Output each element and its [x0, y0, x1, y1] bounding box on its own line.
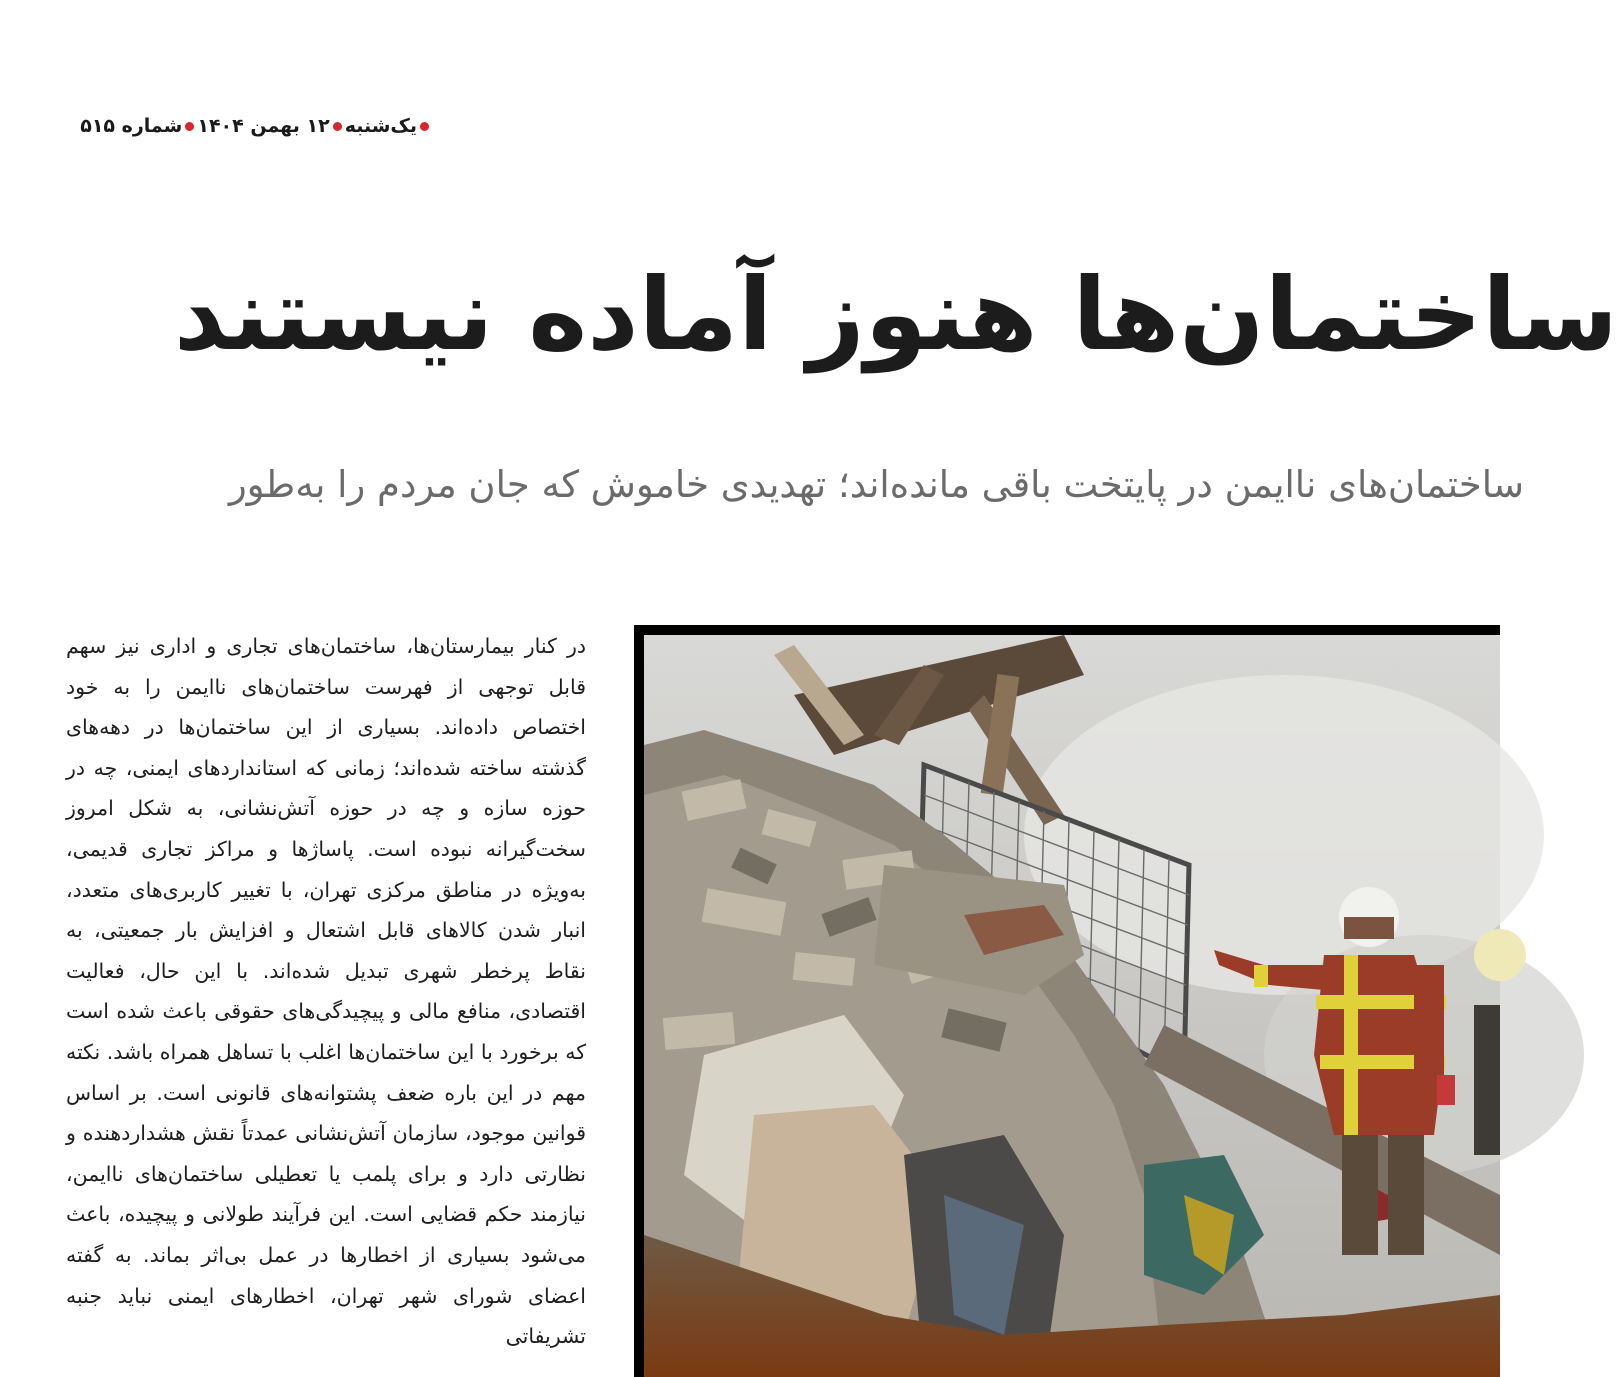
article-body: در کنار بیمارستان‌ها، ساختمان‌های تجاری و اداری نیز سهم قابل توجهی از فهرست ساختمان‌های ناایمن را به خود اختصاص داده‌اند. بسیاری از این ساختمان‌ها در دهه‌های گذشته ساخته شده‌اند؛ زمانی که استانداردهای ایمنی، چه در حوزه سازه و چه در حوزه آتش‌نشانی، به شکل امروز سخت‌گیرانه نبوده است. پاساژها و مراکز تجاری قدیمی، به‌ویژه در مناطق مرکزی تهران، با تغییر کاربری‌های متعدد، انبار شدن کالاهای قابل اشتعال و افزایش بار جمعیتی، به نقاط پرخطر شهری تبدیل شده‌اند. با این حال، فعالیت اقتصادی، منافع مالی و پیچیدگی‌های حقوقی باعث شده است که برخورد با این ساختمان‌ها اغلب با تساهل همراه باشد. نکته مهم در این باره ضعف پشتوانه‌های قانونی است. بر اساس قوانین موجود، سازمان آتش‌نشانی عمدتاً نقش هشداردهنده و نظارتی دارد و برای پلمب یا تعطیلی ساختمان‌های ناایمن، نیازمند حکم قضایی است. این فرآیند طولانی و پیچیده، باعث می‌شود بسیاری از اخطارها در عمل بی‌اثر بماند. به گفته اعضای شورای شهر تهران، اخطارهای ایمنی نباید جنبه تشریفاتی [66, 634, 586, 1349]
dateline [60, 110, 432, 142]
dateline-date: ۱۲ بهمن ۱۴۰۴ [197, 115, 330, 137]
subhead-container [228, 450, 1524, 520]
dateline-day: یک‌شنبه [344, 115, 417, 137]
bullet-dot-icon [420, 122, 429, 131]
firefighters-at-collapsed-building-image [644, 635, 1500, 1377]
headline: ساختمان‌ها هنوز آماده نیستند [173, 256, 1618, 373]
news-photo [644, 635, 1500, 1377]
bullet-dot-icon [333, 122, 342, 131]
subhead: ساختمان‌های ناایمن در پایتخت باقی مانده‌اند؛ تهدیدی خاموش که جان مردم را به‌طور [228, 463, 1524, 506]
headline-container [173, 240, 1618, 390]
dateline-issue: شماره ۵۱۵ [80, 115, 183, 137]
bullet-dot-icon [185, 122, 194, 131]
photo-frame [634, 625, 1500, 1377]
